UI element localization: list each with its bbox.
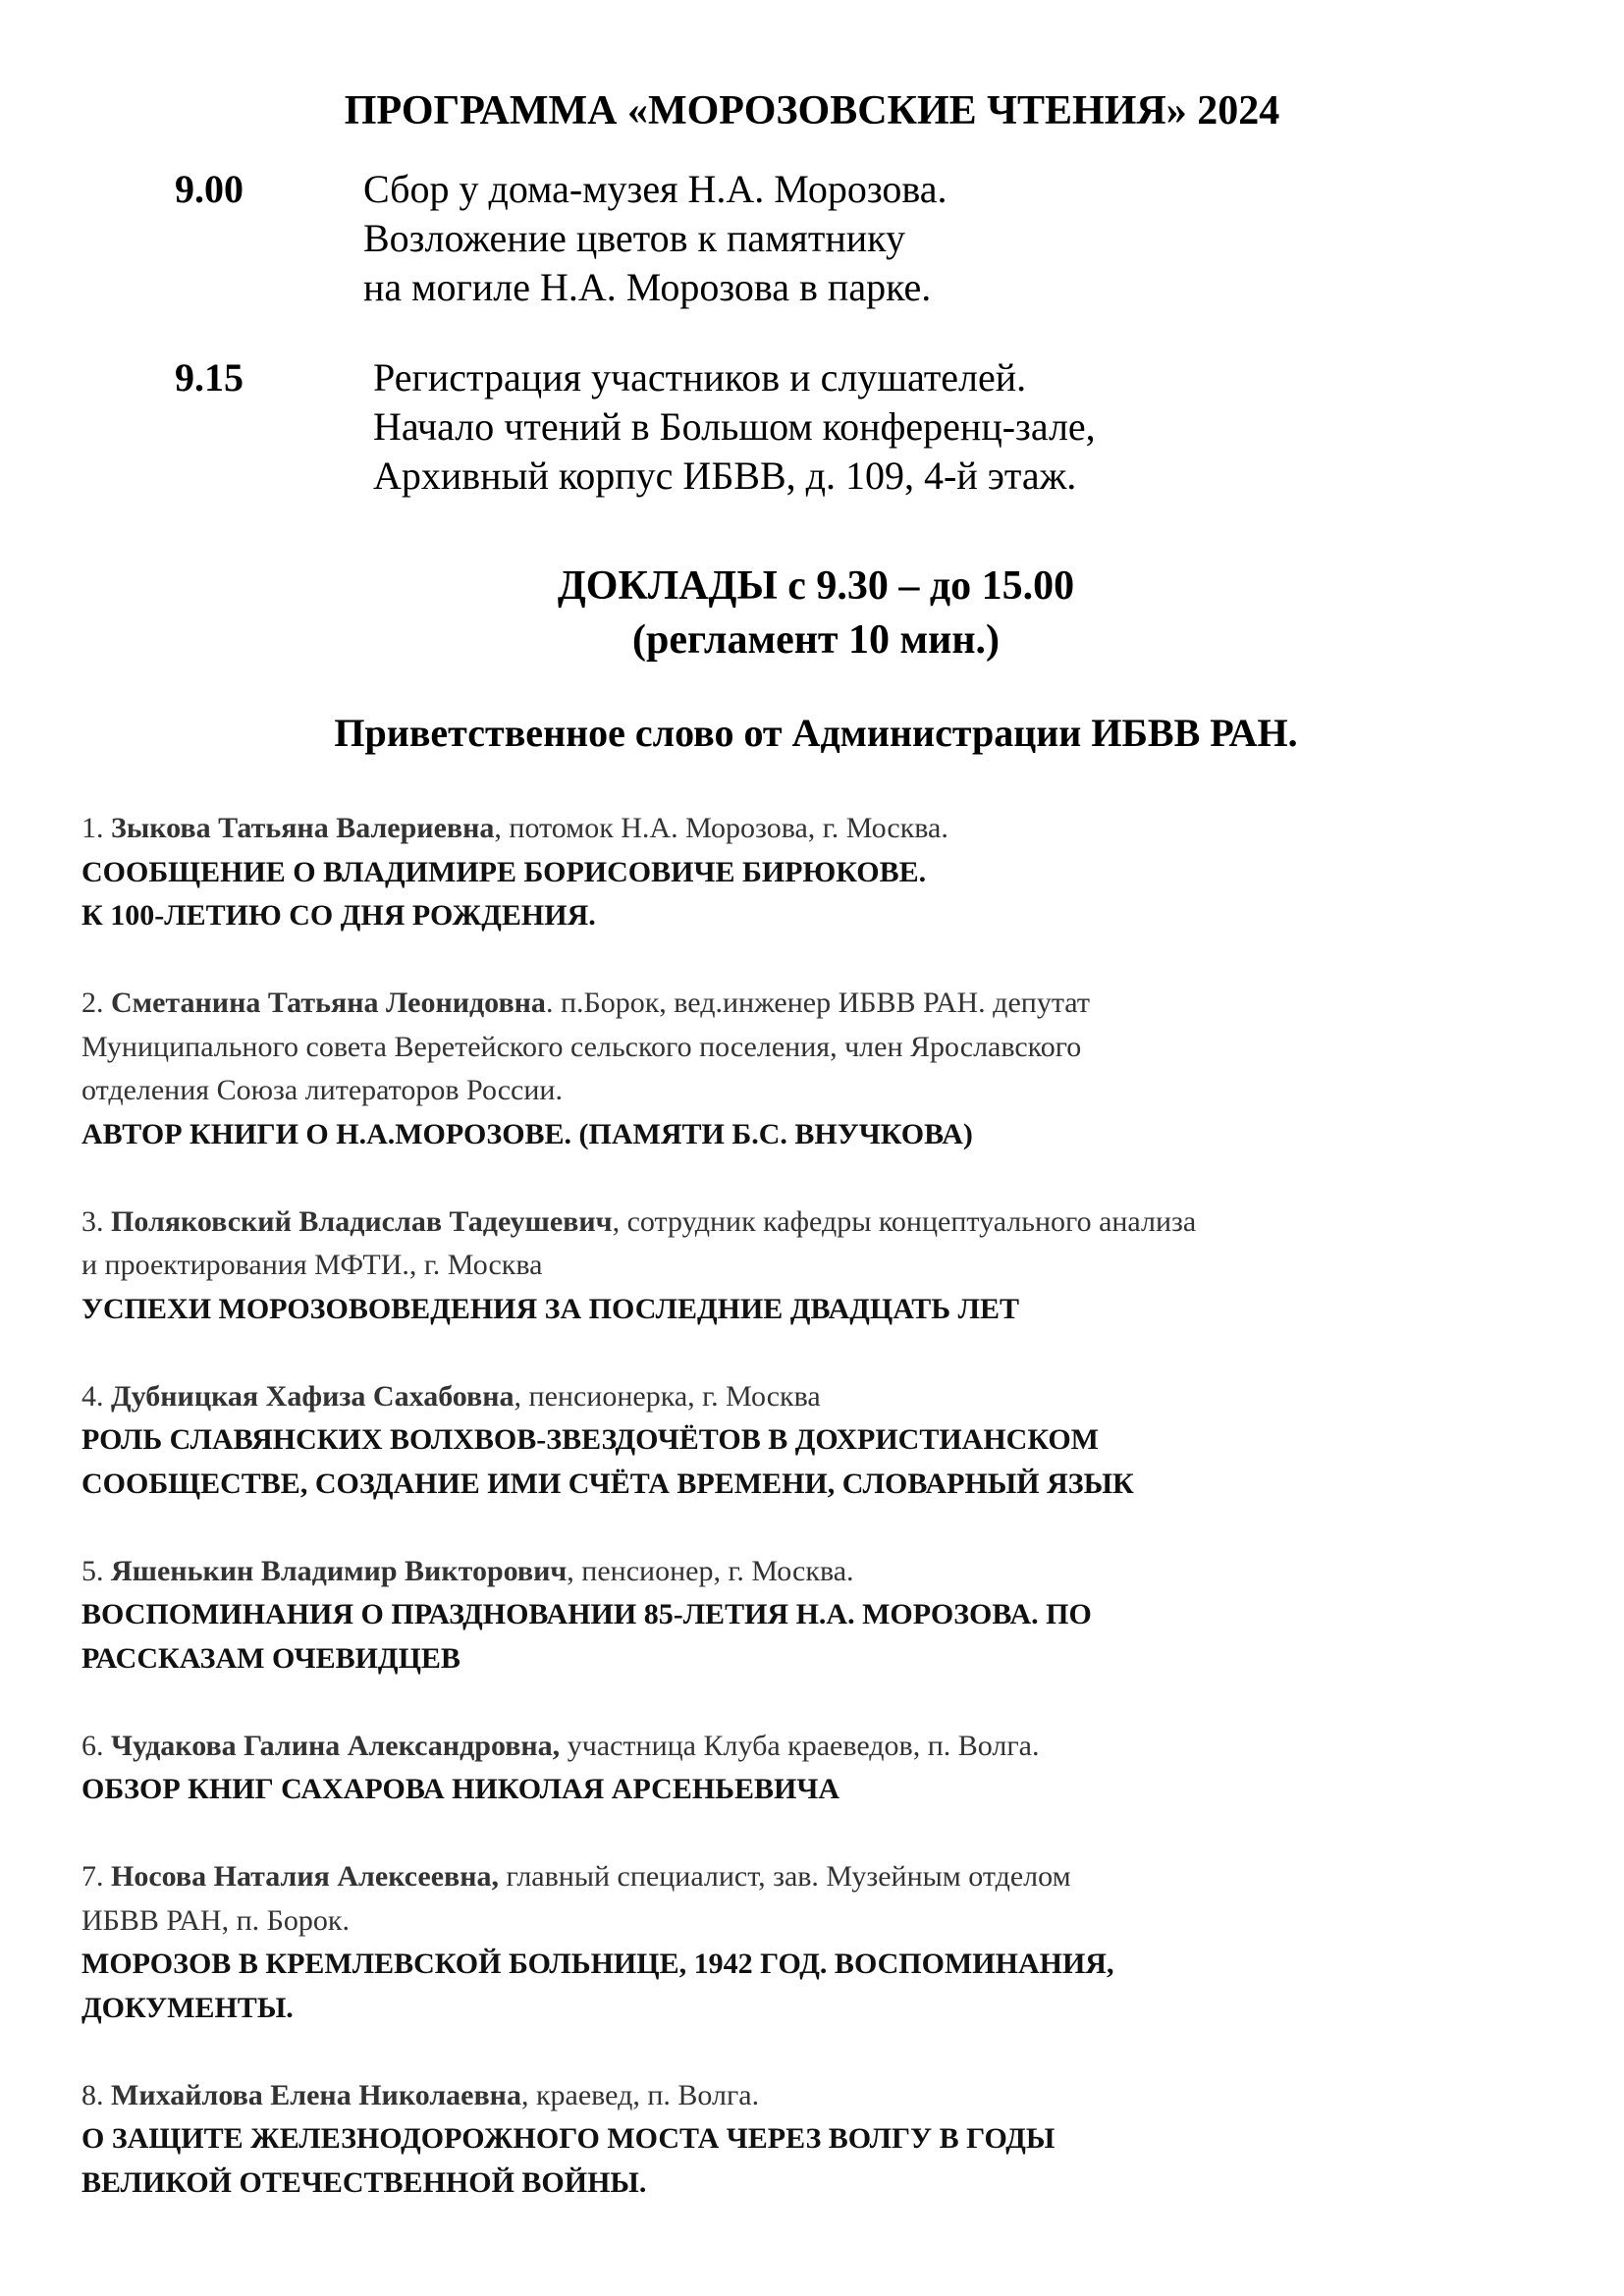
speaker-name: Поляковский Владислав Тадеушевич [111,1204,613,1238]
reports-heading [0,560,1624,667]
speaker-affiliation: и проектирования МФТИ., г. Москва [81,1249,543,1281]
speaker-affiliation: , краевед, п. Волга. [520,2078,760,2111]
speaker-line [81,1550,1594,1594]
speaker-affiliation: , потомок Н.А. Морозова, г. Москва. [494,812,948,844]
speaker-affiliation: , пенсионер, г. Москва. [567,1554,854,1587]
schedule-line: Начало чтений в Большом конференц-зале, [373,404,1096,449]
speaker-name: Михайлова Елена Николаевна [111,2078,521,2111]
speaker-line [81,2074,1594,2118]
talk-title-line: ДОКУМЕНТЫ. [81,1991,294,2024]
talk-item [81,982,1594,1156]
schedule-time: 9.00 [175,167,244,211]
talk-title [81,1418,1594,1506]
schedule-line: Возложение цветов к памятнику [363,216,905,260]
welcome-heading: Приветственное слово от Администрации ИБВВ РАН. [334,711,1298,755]
schedule-text [363,165,947,312]
speaker-name: Яшенькин Владимир Викторович [111,1554,568,1587]
talk-title-line: ВОСПОМИНАНИЯ О ПРАЗДНОВАНИИ 85-ЛЕТИЯ Н.А. МОРОЗОВА. ПО [81,1598,1092,1630]
talk-item [81,1725,1594,1812]
item-number: 7. [81,1860,104,1893]
schedule-text [373,353,1096,501]
speaker-affiliation: главный специалист, зав. Музейным отделом [499,1860,1071,1893]
speaker-name: Зыкова Татьяна Валериевна [111,812,495,844]
talk-title-line: СООБЩЕСТВЕ, СОЗДАНИЕ ИМИ СЧЁТА ВРЕМЕНИ, СЛОВАРНЫЙ ЯЗЫК [81,1467,1134,1500]
talk-item [81,1550,1594,1682]
talk-title [81,1768,1594,1812]
talk-title [81,1593,1594,1681]
talk-item [81,1855,1594,2030]
talk-title [81,2117,1594,2205]
speaker-affiliation: Муниципального совета Веретейского сельского поселения, член Ярославского [81,1030,1082,1063]
speaker-name: Дубницкая Хафиза Сахабовна [111,1379,514,1413]
schedule-line: Регистрация участников и слушателей. [373,355,1027,400]
talk-item [81,1375,1594,1507]
talk-title-line: СООБЩЕНИЕ О ВЛАДИМИРЕ БОРИСОВИЧЕ БИРЮКОВЕ. [81,855,927,888]
speaker-line [81,1201,1594,1288]
item-number: 1. [81,812,104,844]
item-number: 4. [81,1379,111,1413]
talk-title [81,1943,1594,2030]
talk-title-line: РАССКАЗАМ ОЧЕВИДЦЕВ [81,1641,460,1675]
speaker-name: Чудакова Галина Александровна, [111,1729,561,1762]
reports-heading-time: ДОКЛАДЫ с 9.30 – до 15.00 [557,563,1075,609]
schedule-line: Архивный корпус ИБВВ, д. 109, 4-й этаж. [373,454,1077,498]
reports-heading-regulation: (регламент 10 мин.) [631,617,1001,663]
talk-title [81,851,1594,938]
speaker-affiliation: ИБВВ РАН, п. Борок. [81,1903,350,1937]
talk-title-line: О ЗАЩИТЕ ЖЕЛЕЗНОДОРОЖНОГО МОСТА ЧЕРЕЗ ВОЛГУ В ГОДЫ [81,2122,1056,2155]
talk-title [81,1113,1594,1157]
talk-title-line: АВТОР КНИГИ О Н.А.МОРОЗОВЕ. (ПАМЯТИ Б.С. ВНУЧКОВА) [81,1117,973,1150]
talk-title-line: МОРОЗОВ В КРЕМЛЕВСКОЙ БОЛЬНИЦЕ, 1942 ГОД. ВОСПОМИНАНИЯ, [81,1948,1114,1980]
item-number: 2. [81,987,104,1019]
program-title: ПРОГРАММА «МОРОЗОВСКИЕ ЧТЕНИЯ» 2024 [344,88,1280,133]
speaker-line [81,982,1594,1113]
speaker-affiliation: , пенсионерка, г. Москва [514,1379,821,1413]
talk-title-line: К 100-ЛЕТИЮ СО ДНЯ РОЖДЕНИЯ. [81,899,596,932]
talk-title-line: ОБЗОР КНИГ САХАРОВА НИКОЛАЯ АРСЕНЬЕВИЧА [81,1773,840,1805]
item-number: 5. [81,1554,104,1587]
talk-title [81,1288,1594,1332]
item-number: 3. [81,1204,104,1238]
speaker-affiliation: отделения Союза литераторов России. [81,1074,563,1106]
talk-item [81,2074,1594,2206]
speaker-line [81,1855,1594,1943]
talk-title-line: ВЕЛИКОЙ ОТЕЧЕСТВЕННОЙ ВОЙНЫ. [81,2165,647,2199]
item-number: 6. [81,1729,104,1762]
talk-title-line: УСПЕХИ МОРОЗОВОВЕДЕНИЯ ЗА ПОСЛЕДНИЕ ДВАДЦАТЬ ЛЕТ [81,1292,1019,1325]
talk-item [81,807,1594,938]
speaker-affiliation: , сотрудник кафедры концептуального анализа [612,1204,1197,1238]
talk-title-line: РОЛЬ СЛАВЯНСКИХ ВОЛХВОВ-ЗВЕЗДОЧЁТОВ В ДОХРИСТИАНСКОМ [81,1423,1099,1456]
speaker-line [81,1375,1594,1419]
speaker-affiliation: . п.Борок, вед.инженер ИБВВ РАН. депутат [545,987,1090,1019]
speaker-line [81,1725,1594,1769]
talk-list [81,807,1594,2249]
schedule-line: на могиле Н.А. Морозова в парке. [363,265,932,309]
schedule-line: Сбор у дома-музея Н.А. Морозова. [363,167,947,211]
speaker-name: Сметанина Татьяна Леонидовна [111,987,546,1019]
schedule-time: 9.15 [175,355,244,400]
talk-item [81,1201,1594,1332]
speaker-line [81,807,1594,851]
speaker-affiliation: участница Клуба краеведов, п. Волга. [560,1729,1040,1762]
item-number: 8. [81,2078,104,2111]
speaker-name: Носова Наталия Алексеевна, [111,1860,500,1893]
